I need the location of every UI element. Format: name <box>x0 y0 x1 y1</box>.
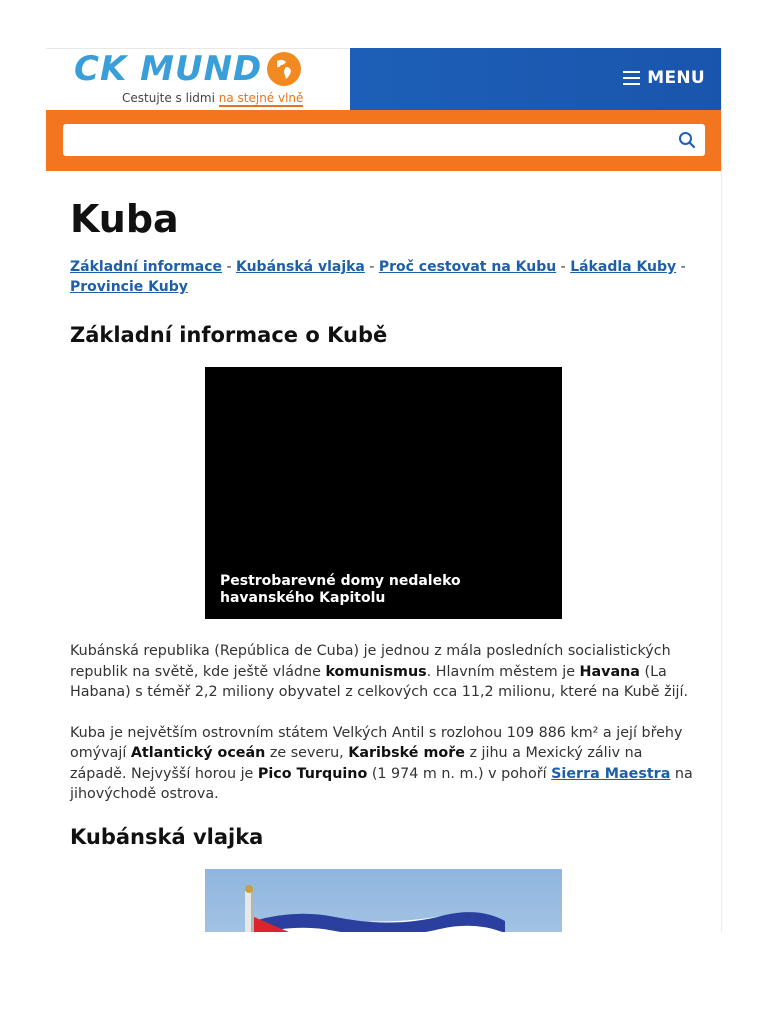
main-content <box>46 171 721 932</box>
menu-button[interactable] <box>623 68 705 88</box>
hamburger-icon <box>623 71 640 85</box>
bold-term: komunismus <box>325 663 427 680</box>
tagline-highlight: na stejné vlně <box>218 91 304 105</box>
toc-separator: - <box>222 259 236 275</box>
tagline-text: Cestujte s lidmi <box>122 91 219 105</box>
havana-photo[interactable] <box>205 367 562 619</box>
toc-separator: - <box>364 259 379 275</box>
page-frame <box>46 48 722 932</box>
paragraph-intro <box>70 641 697 703</box>
text-span: (1 974 m n. m.) v pohoří <box>367 765 552 782</box>
bold-term: Atlantický oceán <box>130 745 266 761</box>
menu-bar <box>350 48 721 110</box>
bold-term: Pico Turquino <box>257 765 368 782</box>
bold-term: Havana <box>579 663 640 680</box>
paragraph-geography <box>70 723 697 805</box>
toc-separator: - <box>676 259 686 275</box>
toc-link-flag[interactable]: Kubánská vlajka <box>235 259 365 275</box>
table-of-contents <box>70 257 697 297</box>
toc-link-why-travel[interactable]: Proč cestovat na Kubu <box>378 259 557 275</box>
tagline <box>122 91 303 105</box>
text-span: . Hlavním městem je <box>426 663 580 680</box>
search-icon[interactable] <box>678 131 696 149</box>
text-span: Kubánská republika (República de Cuba) je jednou z mála posledních socialistických republik na světě, kde ještě vládne <box>70 643 671 680</box>
section-heading-flag: Kubánská vlajka <box>70 824 264 849</box>
search-input[interactable] <box>63 124 705 156</box>
site-logo[interactable] <box>46 48 350 111</box>
section-heading-basic-info: Základní informace o Kubě <box>70 323 388 347</box>
text-span: na jihovýchodě ostrova. <box>70 765 693 802</box>
toc-link-attractions[interactable]: Lákadla Kuby <box>570 259 677 275</box>
cuban-flag-photo[interactable] <box>205 869 562 933</box>
toc-separator: - <box>556 259 571 275</box>
page-title: Kuba <box>70 197 179 241</box>
text-span: Kuba je největším ostrovním státem Velkých Antil s rozlohou 109 886 km² a její břehy omývají <box>70 724 683 761</box>
site-header <box>46 48 721 110</box>
text-span: z jihu a Mexický záliv na západě. Nejvyšší horou je <box>70 745 643 782</box>
logo-wordmark: CK MUND <box>74 49 263 89</box>
toc-link-basic-info[interactable]: Základní informace <box>70 259 223 275</box>
text-span: (La Habana) s téměř 2,2 miliony obyvatel z celkových cca 11,2 milionu, které na Kubě žijí. <box>70 663 689 700</box>
globe-icon <box>267 52 301 86</box>
flag-illustration <box>205 869 562 933</box>
menu-label: MENU <box>647 68 705 88</box>
bold-term: Karibské moře <box>348 745 465 761</box>
toc-link-provinces[interactable]: Provincie Kuby <box>70 279 188 295</box>
photo-caption: Pestrobarevné domy nedaleko havanského Kapitolu <box>220 573 461 606</box>
search-bar <box>46 110 721 171</box>
text-span: ze severu, <box>265 745 349 761</box>
link-sierra-maestra[interactable]: Sierra Maestra <box>551 765 671 782</box>
